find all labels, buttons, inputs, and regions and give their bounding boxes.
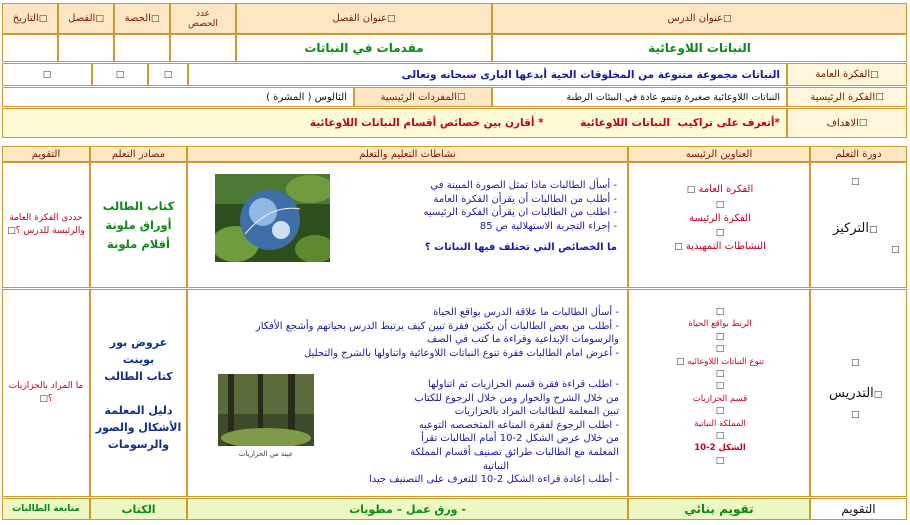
activity-line: - أعرض امام الطالبات فقرة تنوع النباتات اللاوعائية واتناولها بالشرح والتحليل (304, 347, 619, 359)
assessment-cycle-label: التقويم (841, 502, 876, 516)
sources-header: مصادر التعلم (90, 146, 187, 162)
assessment-activities-text: - ورق عمل – مطويات (349, 502, 466, 516)
objectives-value (2, 108, 787, 138)
checkbox-icon: □ (715, 431, 725, 442)
activity-line: - أطلب من الطالبات أن يقرأن الفكرة العامة (433, 193, 617, 205)
date-header (2, 3, 58, 34)
lesson-title-header (492, 3, 907, 34)
objectives-label-cell (787, 108, 907, 138)
general-idea-label-cell (787, 63, 907, 86)
activity-line: من خلال عرض الشكل 2-10 أمام الطالبات تقرأ (421, 433, 619, 445)
checkbox-icon: □ (715, 199, 725, 210)
activity-line: النباتية (482, 460, 509, 472)
teaching-title: المملكة النباتية (694, 418, 746, 429)
checkbox-icon: □ (875, 92, 884, 102)
image-caption: عينة من الحزازيات (238, 450, 294, 458)
activity-line: ما الخصائص التي تختلف فيها النباتات ؟ (424, 242, 617, 254)
checkbox-icon: □ (891, 245, 900, 255)
checkbox-icon: □ (115, 69, 125, 80)
count-value (170, 34, 236, 62)
checkbox-icon: □ (870, 69, 879, 80)
focus-cycle (810, 162, 907, 288)
teaching-title: تنوع النباتات اللاوعائيه (687, 356, 764, 367)
focus-evaluation-text: حددي الفكرة العامة والرئيسة للدرس ؟ (9, 213, 85, 236)
vocab-text: الثالوس ( المشرة ) (266, 91, 347, 103)
teaching-cycle (810, 289, 907, 497)
source-item: كتاب الطالب (104, 369, 173, 383)
source-item: أوراق ملونة (105, 217, 172, 232)
main-titles-header: العناوين الرئيسه (628, 146, 810, 162)
checkbox-icon: □ (851, 358, 860, 368)
activity-line: - أسأل الطالبات ماذا تمثل الصورة المبينة في (430, 180, 617, 191)
focus-title: الفكرة العامة (698, 184, 754, 195)
checkbox-icon: □ (150, 13, 160, 24)
general-idea-text: النباتات مجموعة متنوعة من المخلوقات الحية أبدعها البارى سبحانه وتعالى (401, 68, 780, 81)
main-idea-text: النباتات اللاوعائية صغيرة وتنمو عادة في البيئات الرطبة (566, 91, 780, 103)
checkbox-icon: □ (686, 185, 696, 195)
checkbox-icon: □ (715, 227, 725, 238)
general-empty-3 (148, 63, 188, 86)
checkbox-icon: □ (163, 69, 173, 80)
source-item: والرسومات (107, 437, 170, 451)
focus-title: النشاطات التمهيدية (685, 241, 766, 252)
moss-image (218, 374, 314, 462)
checkbox-icon: □ (851, 177, 860, 187)
source-item: أقلام ملونة (107, 236, 170, 251)
activity-line: - اطلب قراءة فقرة قسم الحزازيات ثم اتناولها (428, 379, 619, 390)
source-item: كتاب الطالب (102, 198, 175, 213)
vocab-value (2, 87, 354, 107)
checkbox-icon: □ (715, 331, 725, 342)
focus-title: الفكرة الرئيسة (689, 213, 751, 224)
objectives-label: الاهداف (826, 117, 859, 129)
class-label: الفصل (68, 13, 96, 24)
evaluation-header: التقويم (2, 146, 90, 162)
checkbox-icon: □ (95, 13, 104, 24)
source-item: دليل المعلمة (104, 403, 173, 417)
activity-line: من خلال الشرح والحوار ومن خلال الرجوع للكتاب (414, 392, 619, 404)
teaching-activity-list-2 (329, 378, 619, 487)
assessment-type-text: تقويم بنائي (684, 502, 754, 516)
lesson-title-label: عنوان الدرس (667, 13, 724, 24)
teaching-evaluation (2, 289, 90, 497)
vocab-label: المفردات الرئيسية (380, 91, 457, 103)
checkbox-icon: □ (38, 13, 48, 24)
main-idea-label: الفكرة الرئيسية (810, 91, 876, 103)
checkbox-icon: □ (715, 381, 725, 392)
checkbox-icon: □ (7, 226, 16, 236)
focus-activities (187, 162, 628, 288)
general-empty-2 (92, 63, 148, 86)
assessment-activities (187, 498, 628, 520)
activity-line: - أطلب إعادة قراءة الشكل 2-10 للتعرف على التصنيف جيدا (369, 474, 619, 486)
teaching-sources (90, 289, 187, 497)
period-value (114, 34, 170, 62)
focus-evaluation (2, 162, 90, 288)
lesson-title-value: النباتات اللاوعائية (492, 34, 907, 62)
checkbox-icon: □ (715, 344, 725, 355)
checkbox-icon: □ (715, 307, 725, 317)
checkbox-icon: □ (715, 455, 725, 466)
source-item: عروض بور (109, 335, 168, 349)
checkbox-icon: □ (456, 92, 466, 102)
checkbox-icon: □ (851, 410, 860, 420)
assessment-type (628, 498, 810, 520)
objectives-text: *أتعرف على تراكيب النباتات اللاوعائية * أقارن بين خصائص أقسام النباتات اللاوعائية (309, 117, 780, 129)
general-empty-1 (2, 63, 92, 86)
checkbox-icon: □ (42, 69, 52, 80)
teaching-activity-list (209, 306, 619, 370)
focus-sources (90, 162, 187, 288)
activity-line: - اطلب الرجوع لفقرة المناعه المتخصصه التوعيه (418, 419, 619, 431)
activity-line: - أسأل الطالبات ما علاقة الدرس بواقع الحياة (433, 307, 619, 318)
activities-header: نشاطات التعليم والتعلم (187, 146, 628, 162)
cycle-header: دورة التعلم (810, 146, 907, 162)
checkbox-icon: □ (676, 356, 685, 367)
activity-line: - إجراء التجربة الاستهلالية ص 85 (479, 220, 617, 232)
date-label: التاريخ (12, 13, 39, 24)
teaching-titles (628, 289, 810, 497)
activity-line: - أطلب من بعض الطالبات أن يكتبن فقرة تبين كيف يرتبط الدرس بحياتهم وأشجع الأفكار (255, 320, 619, 332)
checkbox-icon: □ (715, 406, 725, 417)
teaching-title: الشكل 2-10 (694, 443, 746, 454)
checkbox-icon: □ (858, 118, 868, 128)
activity-line (209, 360, 619, 370)
assessment-cycle (810, 498, 907, 520)
main-idea-value (492, 87, 787, 107)
unit-title-value: مقدمات في النباتات (236, 34, 492, 62)
unit-title-header (236, 3, 492, 34)
assessment-sources-text: الكتاب (121, 502, 156, 516)
unit-title-label: عنوان الفصل (332, 13, 388, 24)
count-header (170, 3, 236, 34)
source-item: بوينت (122, 352, 155, 366)
checkbox-icon: □ (715, 369, 725, 380)
main-idea-label-cell (787, 87, 907, 107)
activity-line: تبين المعلمة للطالبات المراد بالحزازيات (454, 406, 619, 418)
checkbox-icon: □ (39, 394, 48, 404)
assessment-evaluation (2, 498, 90, 520)
vocab-label-cell (354, 87, 492, 107)
activity-line (347, 233, 617, 241)
checkbox-icon: □ (674, 242, 683, 252)
activity-line: والرسومات الإبداعية وقراءة ما كتب في الصف (426, 334, 619, 346)
focus-cycle-label: التركيز□ (833, 221, 878, 236)
general-idea-label: الفكرة العامة (815, 69, 871, 80)
focus-activity-list (347, 179, 617, 255)
checkbox-icon: □ (387, 13, 396, 24)
teaching-cycle-label: التدريس□ (829, 386, 883, 401)
assessment-evaluation-text: متابعة الطالبات (12, 504, 80, 514)
period-header (114, 3, 170, 34)
period-label: الحصة (124, 13, 151, 24)
teaching-evaluation-text: ما المراد بالحزازيات ؟ (8, 381, 84, 404)
teaching-title: قسم الحزازيات (692, 393, 748, 404)
date-value (2, 34, 58, 62)
general-idea-value (188, 63, 787, 86)
count-label: عدد الحصص (188, 8, 218, 29)
source-item: الأشكال والصور (95, 420, 182, 434)
teaching-activities (187, 289, 628, 497)
activity-line: - اطلب من الطالبات ان يقرأن الفكرة الرئيسيه (423, 207, 617, 219)
checkbox-icon: □ (723, 13, 732, 24)
focus-titles (628, 162, 810, 288)
class-header (58, 3, 114, 34)
activity-line: المعلمة مع الطالبات طرائق تصنيف أقسام المملكة (410, 446, 619, 458)
plant-globe-image (215, 174, 330, 262)
class-value (58, 34, 114, 62)
assessment-sources (90, 498, 187, 520)
teaching-title: الربط بواقع الحياة (688, 319, 752, 330)
